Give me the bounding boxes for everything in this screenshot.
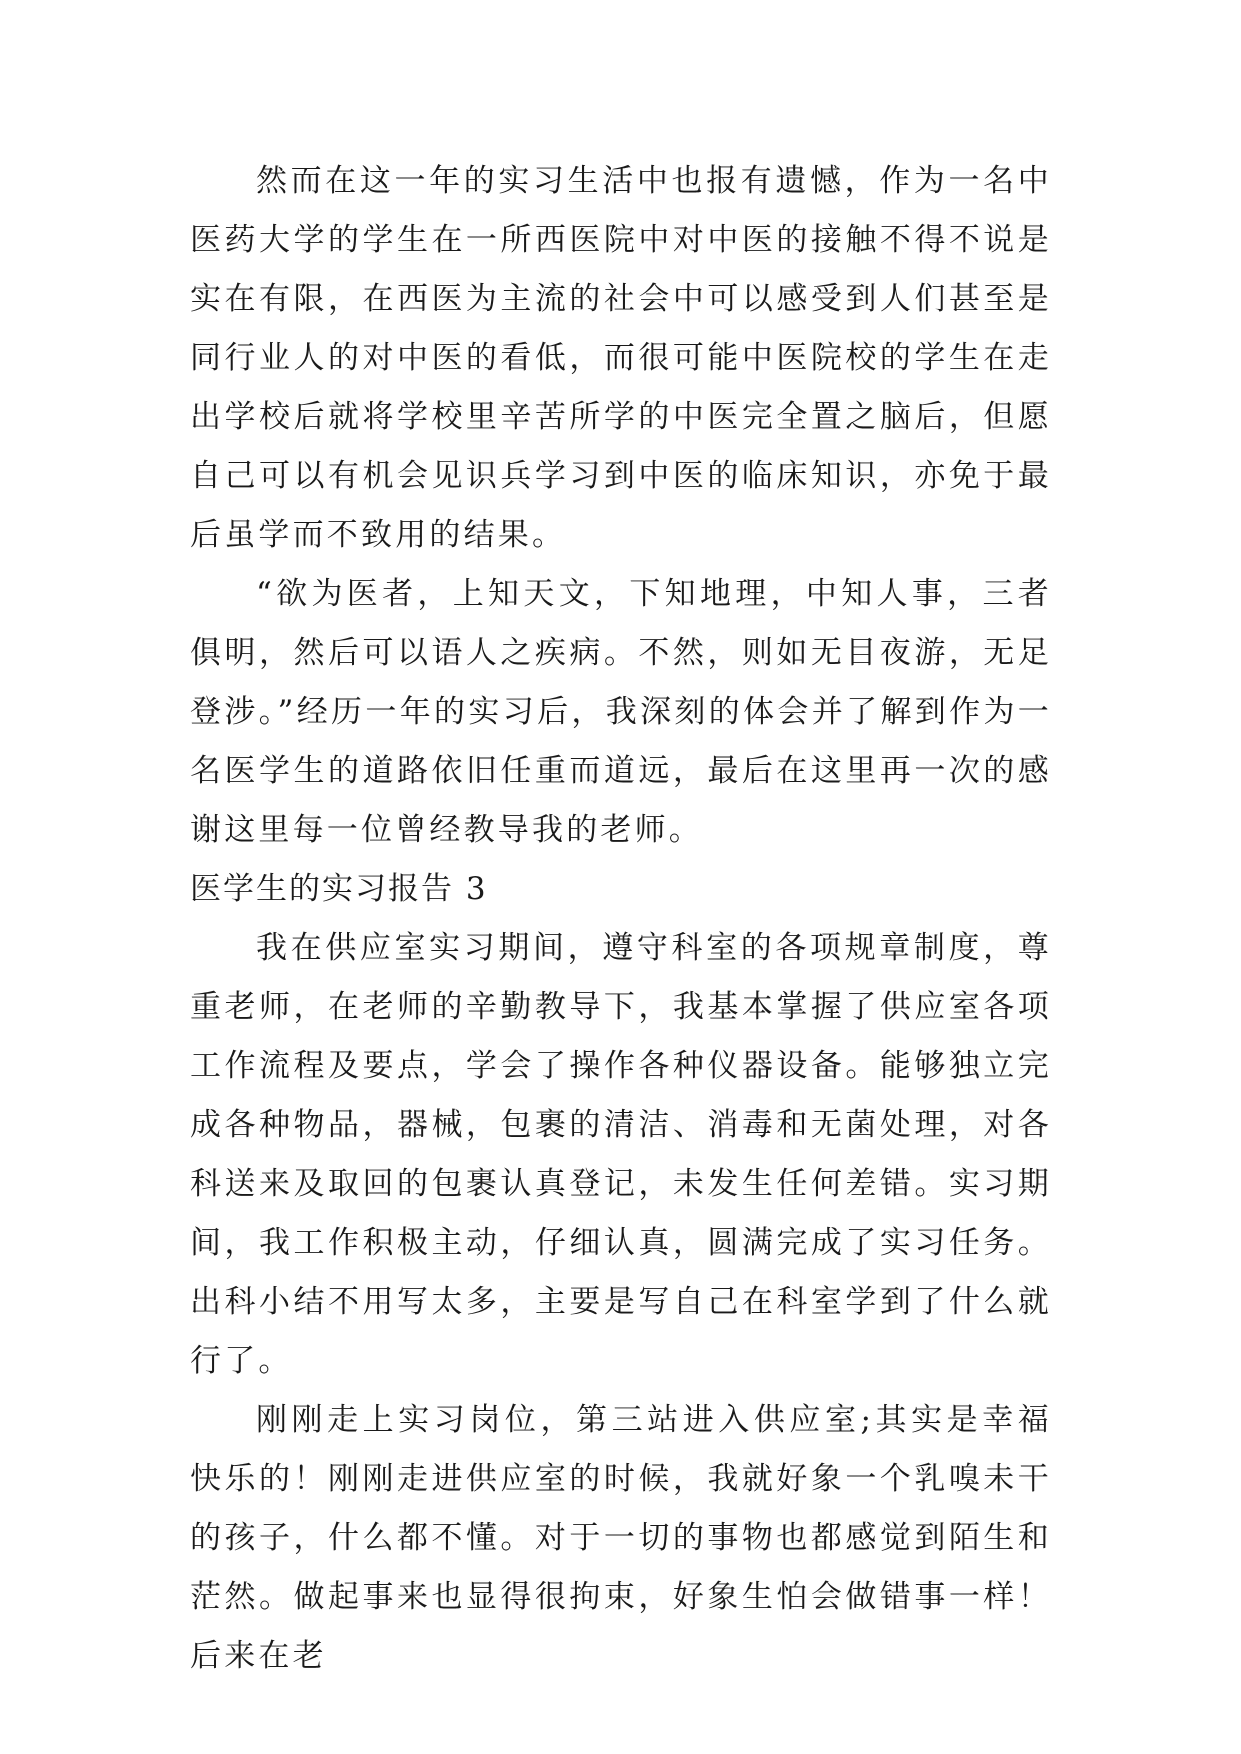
paragraph-quote: “欲为医者，上知天文，下知地理，中知人事，三者俱明，然后可以语人之疾病。不然，则如无目夜游，无足登涉。”经历一年的实习后，我深刻的体会并了解到作为一名医学生的道路依旧任重而道远，最后在这里再一次的感谢这里每一位曾经教导我的老师。 [190, 576, 1052, 848]
paragraph-first-days: 刚刚走上实习岗位，第三站进入供应室;其实是幸福快乐的！刚刚走进供应室的时候，我就好象一个乳嗅未干的孩子，什么都不懂。对于一切的事物也都感觉到陌生和茫然。做起事来也显得很拘束，好象生怕会做错事一样！后来在老 [190, 1402, 1052, 1674]
section-heading: 医学生的实习报告 3 [190, 871, 488, 907]
document-body [190, 152, 1052, 1686]
paragraph-supply-room: 我在供应室实习期间，遵守科室的各项规章制度，尊重老师，在老师的辛勤教导下，我基本掌握了供应室各项工作流程及要点，学会了操作各种仪器设备。能够独立完成各种物品，器械，包裹的清洁、消毒和无菌处理，对各科送来及取回的包裹认真登记，未发生任何差错。实习期间，我工作积极主动，仔细认真，圆满完成了实习任务。出科小结不用写太多，主要是写自己在科室学到了什么就行了。 [190, 930, 1052, 1379]
paragraph-regret: 然而在这一年的实习生活中也报有遗憾，作为一名中医药大学的学生在一所西医院中对中医的接触不得不说是实在有限，在西医为主流的社会中可以感受到人们甚至是同行业人的对中医的看低，而很可能中医院校的学生在走出学校后就将学校里辛苦所学的中医完全置之脑后，但愿自己可以有机会见识兵学习到中医的临床知识，亦免于最后虽学而不致用的结果。 [190, 163, 1052, 553]
